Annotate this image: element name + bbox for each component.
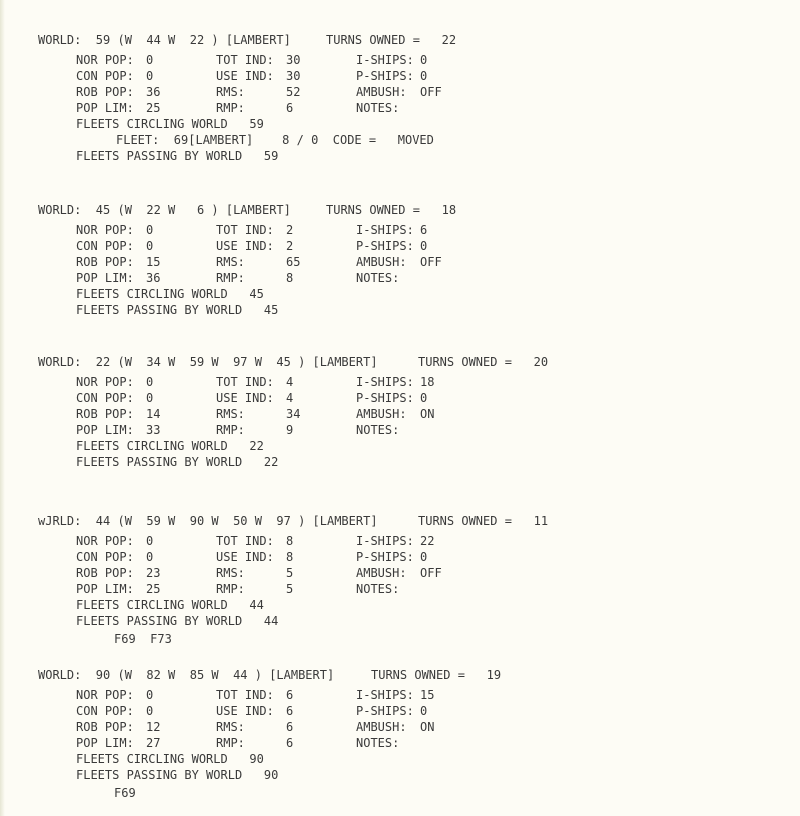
world-report bbox=[0, 355, 800, 485]
turns-owned: TURNS OWNED = 19 bbox=[371, 668, 502, 682]
stats-row bbox=[0, 688, 800, 702]
stat-value: 0 bbox=[420, 239, 428, 253]
stat-label: RMS: bbox=[216, 255, 245, 269]
stat-value: 5 bbox=[286, 582, 294, 596]
stats-row bbox=[0, 582, 800, 596]
stat-value: 0 bbox=[146, 534, 154, 548]
stat-label: RMS: bbox=[216, 85, 245, 99]
stat-value: 4 bbox=[286, 391, 294, 405]
passing-fleets: F69 bbox=[114, 786, 136, 800]
circling-fleet: FLEET: 69[LAMBERT] 8 / 0 CODE = MOVED bbox=[116, 133, 434, 147]
stat-label: AMBUSH: bbox=[356, 85, 407, 99]
stats-row bbox=[0, 736, 800, 750]
stat-label: POP LIM: bbox=[76, 271, 134, 285]
world-header: WORLD: 90 (W 82 W 85 W 44 ) [LAMBERT] bbox=[38, 668, 335, 682]
stat-label: POP LIM: bbox=[76, 736, 134, 750]
stat-value: 0 bbox=[146, 704, 154, 718]
stat-value: 22 bbox=[420, 534, 435, 548]
stat-label: NOR POP: bbox=[76, 223, 134, 237]
stats-row bbox=[0, 423, 800, 437]
stat-label: POP LIM: bbox=[76, 582, 134, 596]
fleets-passing: FLEETS PASSING BY WORLD 90 bbox=[76, 768, 279, 782]
world-report bbox=[0, 514, 800, 644]
world-report bbox=[0, 668, 800, 798]
stat-value: 2 bbox=[286, 223, 294, 237]
fleets-circling: FLEETS CIRCLING WORLD 45 bbox=[76, 287, 264, 301]
stat-value: 6 bbox=[286, 688, 294, 702]
stats-row bbox=[0, 534, 800, 548]
stat-label: AMBUSH: bbox=[356, 255, 407, 269]
stat-value: 0 bbox=[420, 704, 428, 718]
stat-value: 0 bbox=[146, 53, 154, 67]
stat-value: 0 bbox=[420, 69, 428, 83]
stat-label: ROB POP: bbox=[76, 720, 134, 734]
stat-value: 6 bbox=[286, 736, 294, 750]
stat-label: NOTES: bbox=[356, 423, 400, 437]
stat-value: 65 bbox=[286, 255, 301, 269]
stat-label: RMP: bbox=[216, 582, 245, 596]
stat-label: P-SHIPS: bbox=[356, 391, 414, 405]
world-header: WORLD: 59 (W 44 W 22 ) [LAMBERT] bbox=[38, 33, 291, 47]
stat-label: NOR POP: bbox=[76, 53, 134, 67]
fleets-circling: FLEETS CIRCLING WORLD 90 bbox=[76, 752, 264, 766]
stats-row bbox=[0, 223, 800, 237]
stats-row bbox=[0, 239, 800, 253]
fleets-passing: FLEETS PASSING BY WORLD 44 bbox=[76, 614, 279, 628]
stats-row bbox=[0, 407, 800, 421]
stats-row bbox=[0, 85, 800, 99]
stat-value: OFF bbox=[420, 255, 442, 269]
world-header: WORLD: 45 (W 22 W 6 ) [LAMBERT] bbox=[38, 203, 291, 217]
stat-value: 6 bbox=[286, 704, 294, 718]
stat-label: ROB POP: bbox=[76, 255, 134, 269]
stat-value: 0 bbox=[420, 53, 428, 67]
stat-value: 30 bbox=[286, 69, 301, 83]
stat-value: 27 bbox=[146, 736, 161, 750]
stat-label: TOT IND: bbox=[216, 688, 274, 702]
stat-label: RMP: bbox=[216, 736, 245, 750]
stats-row bbox=[0, 271, 800, 285]
stats-row bbox=[0, 375, 800, 389]
stats-row bbox=[0, 720, 800, 734]
stat-label: I-SHIPS: bbox=[356, 223, 414, 237]
fleets-circling: FLEETS CIRCLING WORLD 22 bbox=[76, 439, 264, 453]
stat-label: I-SHIPS: bbox=[356, 375, 414, 389]
turns-owned: TURNS OWNED = 20 bbox=[418, 355, 549, 369]
world-header: WORLD: 22 (W 34 W 59 W 97 W 45 ) [LAMBERT] bbox=[38, 355, 378, 369]
stat-label: TOT IND: bbox=[216, 53, 274, 67]
stat-label: RMP: bbox=[216, 271, 245, 285]
stat-label: RMS: bbox=[216, 720, 245, 734]
stat-value: 0 bbox=[146, 375, 154, 389]
stat-value: 5 bbox=[286, 566, 294, 580]
stat-value: 36 bbox=[146, 85, 161, 99]
stat-label: AMBUSH: bbox=[356, 407, 407, 421]
stat-value: 25 bbox=[146, 101, 161, 115]
stat-value: 9 bbox=[286, 423, 294, 437]
stats-row bbox=[0, 53, 800, 67]
stat-label: P-SHIPS: bbox=[356, 550, 414, 564]
stat-value: 2 bbox=[286, 239, 294, 253]
stat-label: POP LIM: bbox=[76, 101, 134, 115]
stat-value: 6 bbox=[286, 720, 294, 734]
stat-label: USE IND: bbox=[216, 550, 274, 564]
stat-label: RMP: bbox=[216, 423, 245, 437]
stat-label: CON POP: bbox=[76, 239, 134, 253]
world-report bbox=[0, 203, 800, 333]
stat-value: 15 bbox=[146, 255, 161, 269]
stat-value: 52 bbox=[286, 85, 301, 99]
stat-label: NOTES: bbox=[356, 736, 400, 750]
stat-label: TOT IND: bbox=[216, 223, 274, 237]
stats-row bbox=[0, 566, 800, 580]
stat-label: ROB POP: bbox=[76, 407, 134, 421]
stat-label: NOTES: bbox=[356, 101, 400, 115]
stat-value: 12 bbox=[146, 720, 161, 734]
stat-label: NOTES: bbox=[356, 582, 400, 596]
stats-row bbox=[0, 704, 800, 718]
stat-value: 36 bbox=[146, 271, 161, 285]
stat-value: 25 bbox=[146, 582, 161, 596]
stats-row bbox=[0, 550, 800, 564]
fleets-passing: FLEETS PASSING BY WORLD 22 bbox=[76, 455, 279, 469]
stat-label: CON POP: bbox=[76, 704, 134, 718]
stat-value: 6 bbox=[420, 223, 428, 237]
stats-row bbox=[0, 255, 800, 269]
stat-label: ROB POP: bbox=[76, 85, 134, 99]
stat-label: POP LIM: bbox=[76, 423, 134, 437]
stat-label: NOTES: bbox=[356, 271, 400, 285]
stat-value: 0 bbox=[146, 550, 154, 564]
stat-value: 0 bbox=[146, 69, 154, 83]
passing-fleets: F69 F73 bbox=[114, 632, 172, 646]
stat-value: 8 bbox=[286, 534, 294, 548]
stat-label: I-SHIPS: bbox=[356, 534, 414, 548]
stat-value: 0 bbox=[420, 550, 428, 564]
turns-owned: TURNS OWNED = 22 bbox=[326, 33, 457, 47]
stat-label: CON POP: bbox=[76, 391, 134, 405]
stat-value: 34 bbox=[286, 407, 301, 421]
stat-label: CON POP: bbox=[76, 550, 134, 564]
stat-label: ROB POP: bbox=[76, 566, 134, 580]
turns-owned: TURNS OWNED = 11 bbox=[418, 514, 549, 528]
fleets-circling: FLEETS CIRCLING WORLD 59 bbox=[76, 117, 264, 131]
world-report bbox=[0, 33, 800, 163]
stat-value: 18 bbox=[420, 375, 435, 389]
world-header: wJRLD: 44 (W 59 W 90 W 50 W 97 ) [LAMBERT] bbox=[38, 514, 378, 528]
stat-value: OFF bbox=[420, 85, 442, 99]
stat-value: ON bbox=[420, 407, 435, 421]
stat-label: I-SHIPS: bbox=[356, 53, 414, 67]
stat-value: 30 bbox=[286, 53, 301, 67]
stats-row bbox=[0, 391, 800, 405]
stat-label: CON POP: bbox=[76, 69, 134, 83]
stat-label: USE IND: bbox=[216, 69, 274, 83]
stat-value: 4 bbox=[286, 375, 294, 389]
stat-label: NOR POP: bbox=[76, 534, 134, 548]
stat-label: P-SHIPS: bbox=[356, 239, 414, 253]
stat-label: USE IND: bbox=[216, 704, 274, 718]
stat-label: RMS: bbox=[216, 566, 245, 580]
stat-label: AMBUSH: bbox=[356, 566, 407, 580]
fleets-passing: FLEETS PASSING BY WORLD 59 bbox=[76, 149, 279, 163]
stat-value: 0 bbox=[146, 391, 154, 405]
stat-label: TOT IND: bbox=[216, 375, 274, 389]
stat-value: 8 bbox=[286, 271, 294, 285]
stat-value: 14 bbox=[146, 407, 161, 421]
stats-row bbox=[0, 69, 800, 83]
stat-value: 0 bbox=[146, 688, 154, 702]
stat-label: NOR POP: bbox=[76, 375, 134, 389]
stat-value: 33 bbox=[146, 423, 161, 437]
stat-label: P-SHIPS: bbox=[356, 69, 414, 83]
stats-row bbox=[0, 101, 800, 115]
stat-value: 0 bbox=[146, 223, 154, 237]
stat-value: 0 bbox=[146, 239, 154, 253]
stat-value: 8 bbox=[286, 550, 294, 564]
stat-value: ON bbox=[420, 720, 435, 734]
stat-label: USE IND: bbox=[216, 239, 274, 253]
stat-label: I-SHIPS: bbox=[356, 688, 414, 702]
fleets-passing: FLEETS PASSING BY WORLD 45 bbox=[76, 303, 279, 317]
stat-label: RMP: bbox=[216, 101, 245, 115]
stat-label: TOT IND: bbox=[216, 534, 274, 548]
stat-value: 23 bbox=[146, 566, 161, 580]
stat-value: OFF bbox=[420, 566, 442, 580]
stat-value: 15 bbox=[420, 688, 435, 702]
stat-label: AMBUSH: bbox=[356, 720, 407, 734]
stat-label: USE IND: bbox=[216, 391, 274, 405]
stat-label: NOR POP: bbox=[76, 688, 134, 702]
stat-label: RMS: bbox=[216, 407, 245, 421]
stat-value: 0 bbox=[420, 391, 428, 405]
stat-value: 6 bbox=[286, 101, 294, 115]
turns-owned: TURNS OWNED = 18 bbox=[326, 203, 457, 217]
fleets-circling: FLEETS CIRCLING WORLD 44 bbox=[76, 598, 264, 612]
stat-label: P-SHIPS: bbox=[356, 704, 414, 718]
